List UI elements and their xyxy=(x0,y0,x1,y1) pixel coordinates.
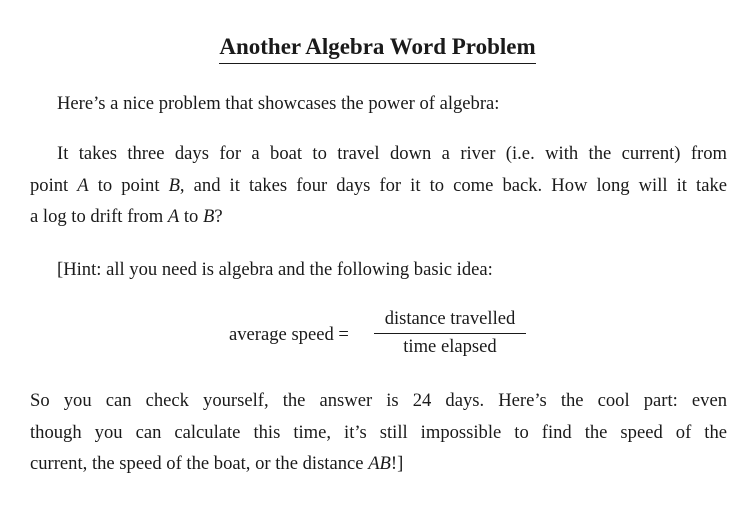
intro-text: Here’s a nice problem that showcases the power of algebra: xyxy=(57,93,500,114)
answer-paragraph xyxy=(30,385,727,480)
problem-line-2-mid: to point xyxy=(88,174,169,196)
hint-text: [Hint: all you need is algebra and the following basic idea: xyxy=(57,259,493,280)
fraction-denominator: time elapsed xyxy=(403,336,497,357)
page-title-text: Another Algebra Word Problem xyxy=(219,33,535,64)
point-a-label: A xyxy=(77,174,89,196)
intro-paragraph xyxy=(30,88,727,120)
answer-line-2: though you can calculate this time, it’s still impossible to find the speed of the xyxy=(30,421,727,443)
answer-line-3-post: !] xyxy=(390,453,404,474)
point-a-label-2: A xyxy=(167,206,180,227)
speed-equation xyxy=(0,306,755,366)
problem-paragraph xyxy=(30,138,727,233)
problem-line-3-mid: to xyxy=(179,206,203,227)
equation-lhs: average speed = xyxy=(229,324,349,345)
problem-line-2-post: , and it takes four days for it to come back. How long will it take xyxy=(179,174,727,196)
answer-line-3-pre: current, the speed of the boat, or the distance xyxy=(30,453,369,474)
fraction-numerator: distance travelled xyxy=(384,308,516,329)
page-title xyxy=(0,33,755,64)
point-b-label-2: B xyxy=(203,206,215,227)
answer-line-1: So you can check yourself, the answer is 24 days. Here’s the cool part: even xyxy=(30,390,727,411)
hint-paragraph xyxy=(30,254,727,286)
problem-line-2 xyxy=(30,170,727,202)
problem-line-1: It takes three days for a boat to travel down a river (i.e. with the current) from xyxy=(57,143,727,164)
answer-line-3 xyxy=(30,448,727,480)
problem-line-3-post: ? xyxy=(214,206,223,227)
distance-ab-label: AB xyxy=(368,453,391,474)
equation-fraction xyxy=(374,306,526,360)
problem-line-2-pre: point xyxy=(30,174,78,196)
problem-line-3 xyxy=(30,201,727,233)
problem-line-3-pre: a log to drift from xyxy=(30,206,168,227)
point-b-label: B xyxy=(168,174,180,196)
